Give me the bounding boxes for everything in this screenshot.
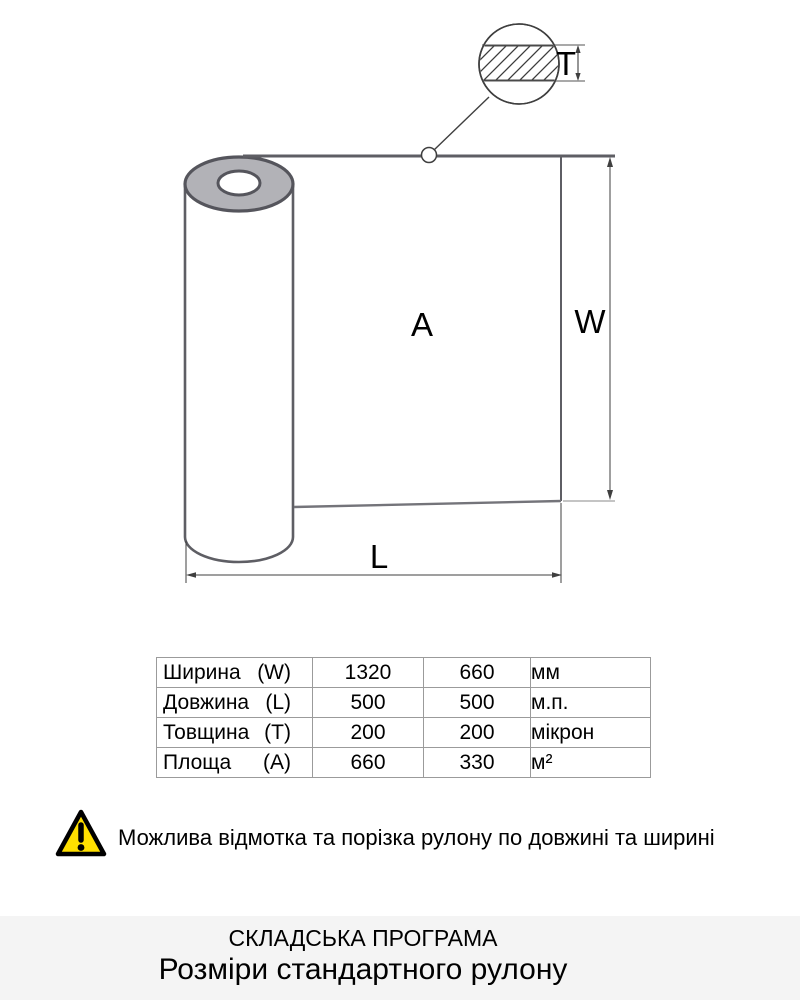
row-label	[157, 691, 312, 715]
warning-note	[55, 809, 715, 857]
callout-leader-line	[434, 97, 489, 150]
unit: м²	[531, 748, 651, 778]
row-label	[157, 751, 312, 775]
thickness-callout	[434, 24, 585, 150]
unit: мікрон	[531, 718, 651, 748]
value-1: 1320	[313, 658, 424, 688]
param-name: Товщина	[163, 720, 250, 744]
width-dim-arrow-up	[607, 157, 613, 167]
row-label	[157, 661, 312, 685]
unit: м.п.	[531, 688, 651, 718]
param-name: Ширина	[163, 660, 241, 684]
value-2: 500	[424, 688, 531, 718]
thickness-dim-arrow-down	[575, 73, 580, 81]
thickness-hatch-band	[476, 46, 562, 81]
roll-illustration	[185, 157, 293, 562]
table-row	[157, 658, 651, 688]
roll-core-hole	[218, 171, 260, 195]
param-symbol: (T)	[264, 720, 291, 744]
width-label: W	[574, 303, 606, 340]
footer-strip	[0, 916, 800, 1000]
table-row	[157, 688, 651, 718]
roll-body-fill	[185, 184, 293, 562]
length-dim-arrow-left	[186, 572, 196, 577]
value-2: 200	[424, 718, 531, 748]
row-label	[157, 721, 312, 745]
thickness-label: T	[555, 45, 577, 82]
value-1: 500	[313, 688, 424, 718]
value-1: 200	[313, 718, 424, 748]
param-name: Довжина	[163, 690, 250, 714]
param-symbol: (A)	[263, 750, 291, 774]
param-symbol: (L)	[265, 690, 291, 714]
callout-point-circle	[422, 148, 437, 163]
warning-text: Можлива відмотка та порізка рулону по довжині та ширині	[118, 825, 715, 850]
value-1: 660	[313, 748, 424, 778]
area-label: A	[410, 306, 434, 343]
warning-triangle-icon	[55, 809, 107, 857]
footer-program-title: СКЛАДСЬКА ПРОГРАМА	[228, 925, 498, 951]
sheet	[243, 148, 615, 508]
dimensions-table	[156, 657, 651, 778]
value-2: 660	[424, 658, 531, 688]
unit: мм	[531, 658, 651, 688]
value-2: 330	[424, 748, 531, 778]
table-row	[157, 718, 651, 748]
param-name: Площа	[163, 750, 232, 774]
footer-subtitle: Розміри стандартного рулону	[158, 953, 568, 986]
sheet-bottom-edge	[294, 501, 561, 507]
width-dim-arrow-down	[607, 490, 613, 500]
table-row	[157, 748, 651, 778]
thickness-dim-arrow-up	[575, 45, 580, 53]
width-dimension	[563, 157, 615, 501]
param-symbol: (W)	[257, 660, 291, 684]
length-label: L	[369, 538, 389, 575]
